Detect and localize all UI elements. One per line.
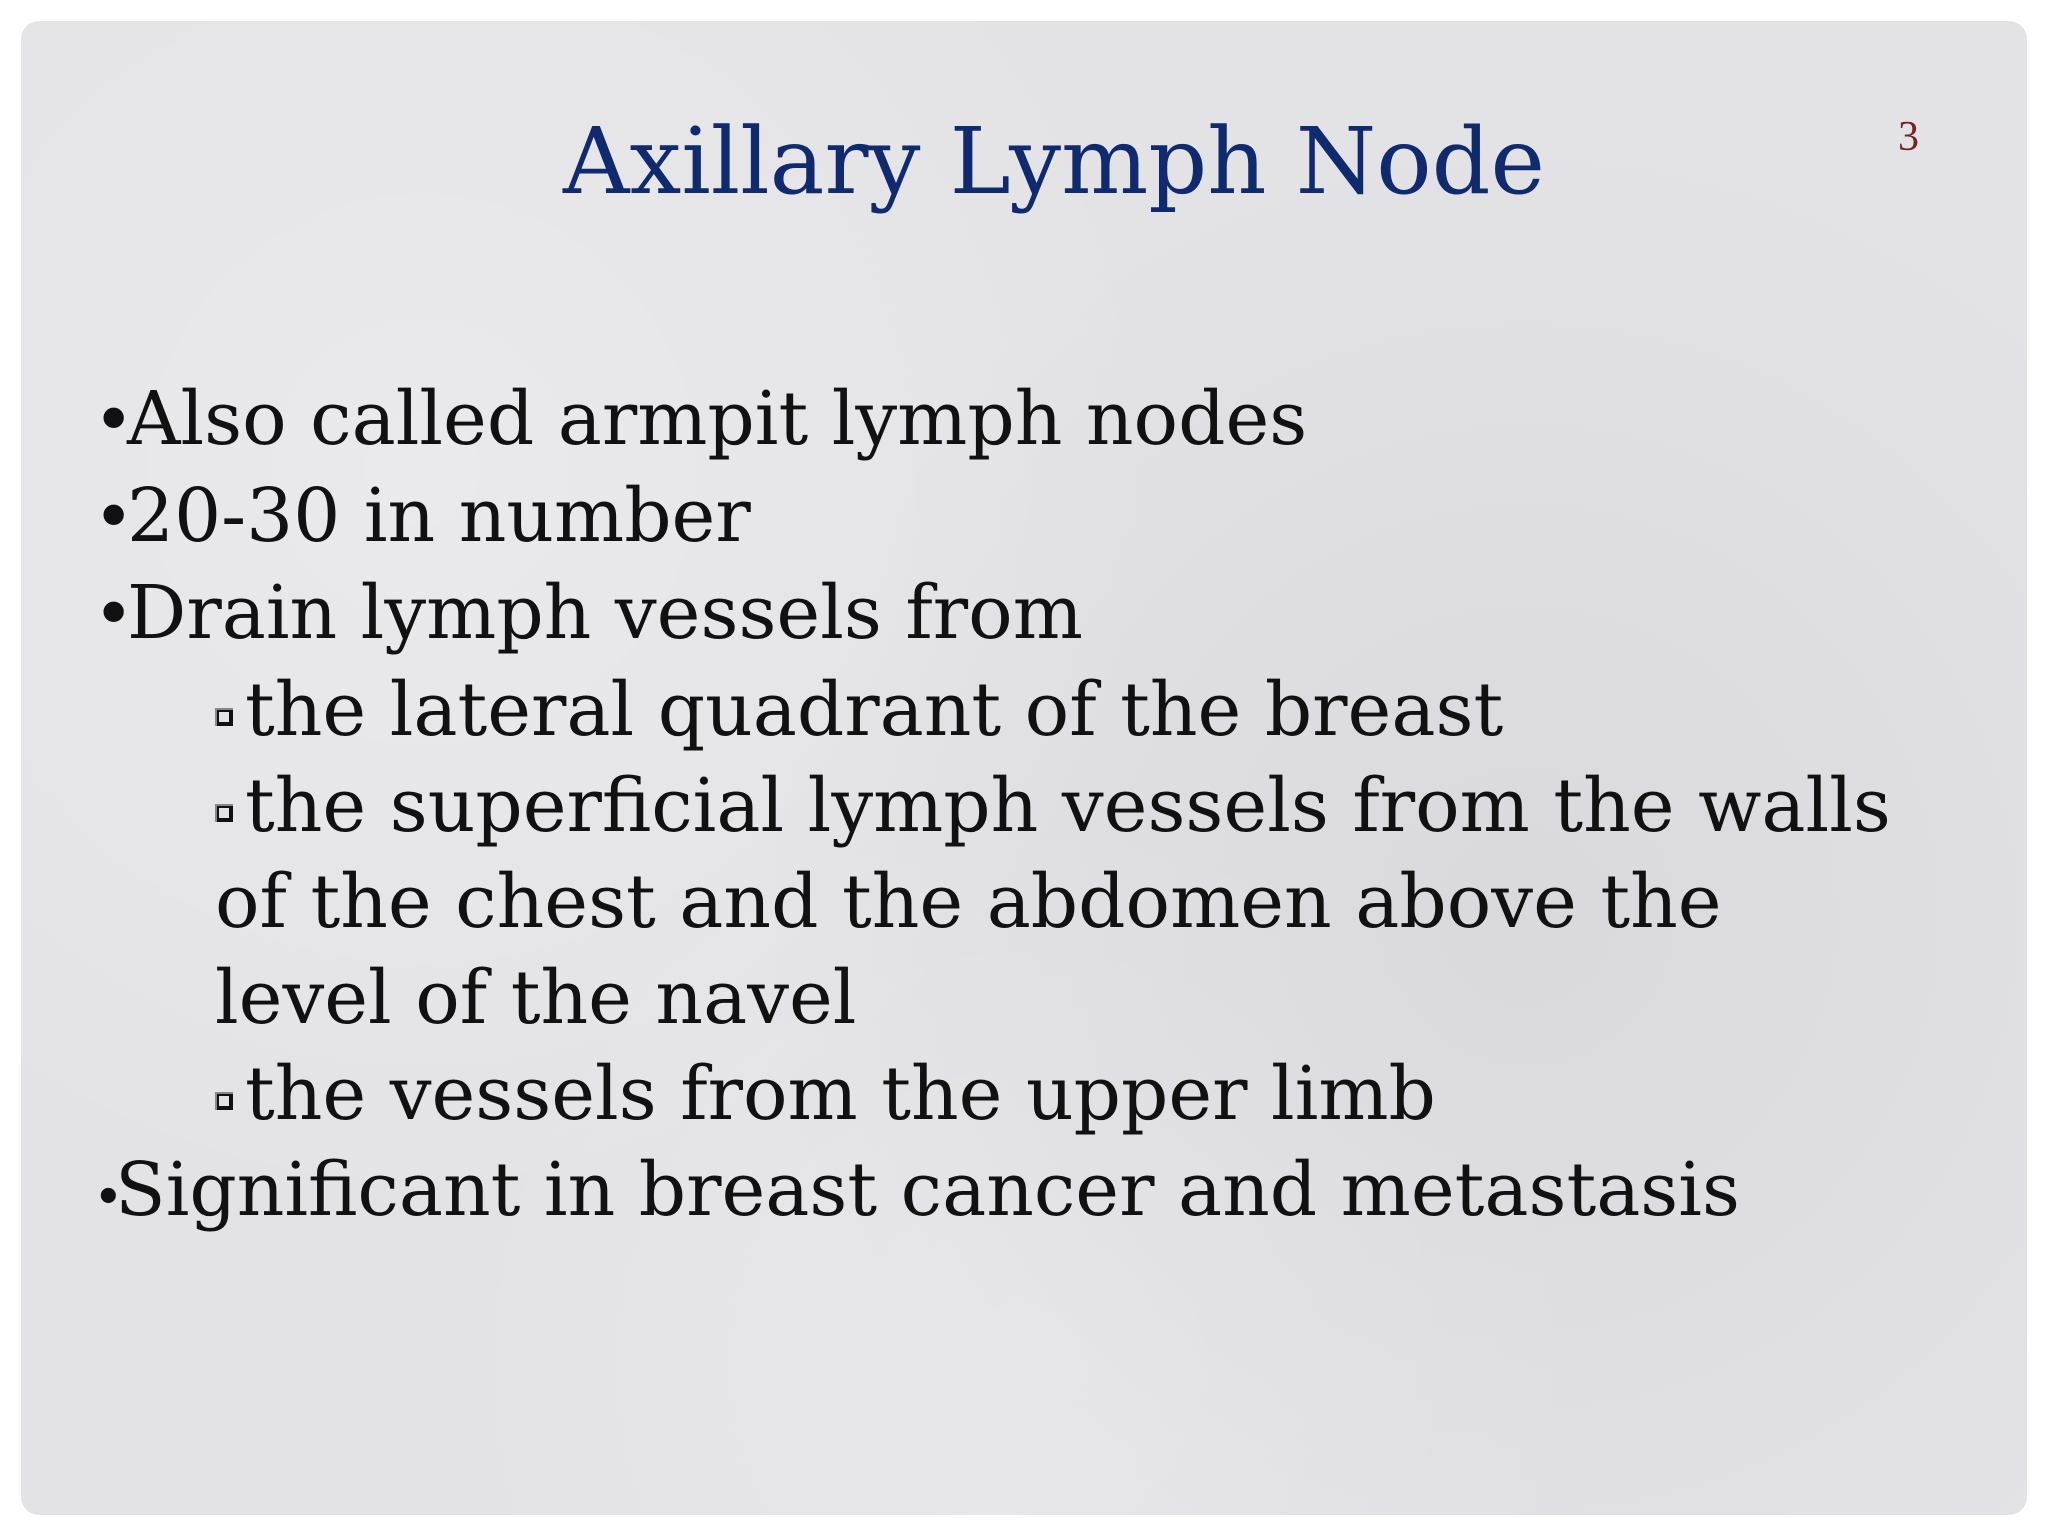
slide-content (93, 371, 1973, 1246)
bullet-text: Drain lymph vessels from (127, 570, 1083, 656)
sub-bullet-item (93, 758, 1973, 1046)
bullet-text: 20-30 in number (127, 473, 751, 559)
bullet-dot-icon: • (93, 1168, 124, 1228)
bullet-item (93, 468, 1973, 565)
sub-bullet-text: the lateral quadrant of the breast (245, 667, 1504, 753)
slide (21, 21, 2027, 1515)
hollow-square-bullet-icon (215, 662, 245, 742)
bullet-text: Significant in breast cancer and metastasis (115, 1147, 1740, 1233)
bullet-dot-icon: • (93, 379, 135, 461)
bullet-dot-icon: • (93, 476, 135, 558)
page-number: 3 (1898, 114, 1919, 160)
bullet-dot-icon: • (93, 573, 135, 655)
bullet-item (93, 371, 1973, 468)
sub-bullet-text: the superficial lymph vessels from the walls of the chest and the abdomen above the level of the navel (215, 763, 1891, 1041)
hollow-square-bullet-icon (215, 1046, 245, 1126)
bullet-item (93, 565, 1973, 662)
bullet-item (93, 1142, 1973, 1246)
slide-title: Axillary Lymph Node (563, 108, 1545, 215)
sub-bullet-text: the vessels from the upper limb (245, 1051, 1436, 1137)
bullet-text: Also called armpit lymph nodes (127, 376, 1308, 462)
hollow-square-bullet-icon (215, 758, 245, 838)
sub-bullet-item (93, 662, 1973, 758)
sub-bullet-item (93, 1046, 1973, 1142)
